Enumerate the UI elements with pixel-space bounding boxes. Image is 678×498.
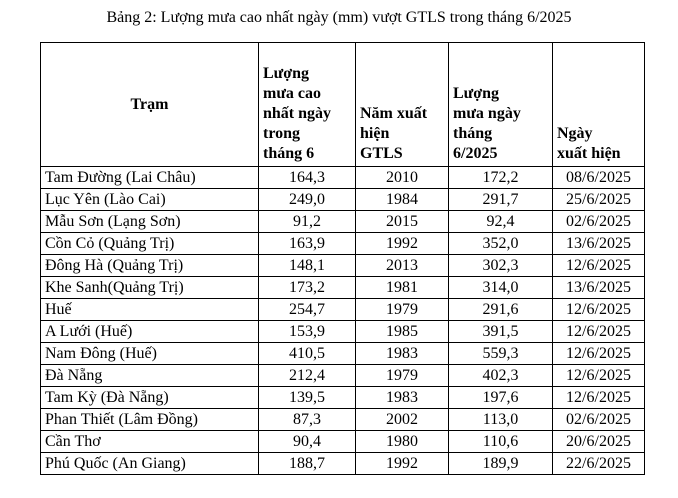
- table-row: [41, 299, 645, 321]
- cell-year: 2010: [356, 167, 449, 189]
- header-year-line-2: hiện: [360, 125, 390, 142]
- cell-date: 08/6/2025: [553, 167, 645, 189]
- cell-max-rain: 87,3: [259, 409, 356, 431]
- cell-year: 1992: [356, 453, 449, 475]
- cell-date: 20/6/2025: [553, 431, 645, 453]
- cell-june-rain: 391,5: [449, 321, 553, 343]
- cell-june-rain: 314,0: [449, 277, 553, 299]
- cell-date: 02/6/2025: [553, 211, 645, 233]
- table-row: [41, 453, 645, 475]
- cell-date: 12/6/2025: [553, 255, 645, 277]
- cell-max-rain: 91,2: [259, 211, 356, 233]
- cell-date: 25/6/2025: [553, 189, 645, 211]
- cell-june-rain: 172,2: [449, 167, 553, 189]
- cell-year: 1980: [356, 431, 449, 453]
- header-year-line-1: Năm xuất: [360, 105, 428, 122]
- table-caption: Bảng 2: Lượng mưa cao nhất ngày (mm) vượt GTLS trong tháng 6/2025: [106, 9, 572, 26]
- table-row: [41, 233, 645, 255]
- header-date-line-2: xuất hiện: [557, 145, 621, 162]
- cell-max-rain: 139,5: [259, 387, 356, 409]
- cell-station: Cồn Cỏ (Quảng Trị): [41, 233, 259, 255]
- table-row: [41, 387, 645, 409]
- cell-station: Khe Sanh(Quảng Trị): [41, 277, 259, 299]
- cell-station: Huế: [41, 299, 259, 321]
- cell-june-rain: 352,0: [449, 233, 553, 255]
- cell-year: 1984: [356, 189, 449, 211]
- cell-year: 2002: [356, 409, 449, 431]
- header-june-rain-line-1: Lượng: [453, 85, 500, 102]
- header-date-line-1: Ngày: [557, 125, 593, 142]
- table-row: [41, 431, 645, 453]
- cell-june-rain: 302,3: [449, 255, 553, 277]
- table-row: [41, 409, 645, 431]
- cell-station: Nam Đông (Huế): [41, 343, 259, 365]
- cell-june-rain: 559,3: [449, 343, 553, 365]
- cell-max-rain: 164,3: [259, 167, 356, 189]
- cell-date: 12/6/2025: [553, 387, 645, 409]
- cell-year: 1992: [356, 233, 449, 255]
- cell-max-rain: 153,9: [259, 321, 356, 343]
- header-year: [356, 43, 449, 167]
- rainfall-table: [40, 42, 645, 475]
- cell-max-rain: 148,1: [259, 255, 356, 277]
- table-row: [41, 189, 645, 211]
- table-body: [41, 167, 645, 475]
- cell-june-rain: 291,6: [449, 299, 553, 321]
- table-row: [41, 343, 645, 365]
- cell-max-rain: 410,5: [259, 343, 356, 365]
- cell-station: A Lưới (Huế): [41, 321, 259, 343]
- cell-station: Phan Thiết (Lâm Đồng): [41, 409, 259, 431]
- cell-year: 2015: [356, 211, 449, 233]
- cell-date: 12/6/2025: [553, 365, 645, 387]
- cell-date: 13/6/2025: [553, 277, 645, 299]
- cell-date: 22/6/2025: [553, 453, 645, 475]
- cell-max-rain: 254,7: [259, 299, 356, 321]
- cell-date: 13/6/2025: [553, 233, 645, 255]
- header-max-rain-line-5: tháng 6: [263, 145, 315, 162]
- cell-year: 1979: [356, 299, 449, 321]
- cell-station: Phú Quốc (An Giang): [41, 453, 259, 475]
- header-june-rain-line-2: mưa ngày: [453, 105, 521, 122]
- table-row: [41, 255, 645, 277]
- header-max-rain: [259, 43, 356, 167]
- cell-station: Đà Nẵng: [41, 365, 259, 387]
- cell-station: Cần Thơ: [41, 431, 259, 453]
- cell-year: 1985: [356, 321, 449, 343]
- header-date: [553, 43, 645, 167]
- header-max-rain-line-3: nhất ngày: [263, 105, 332, 122]
- cell-max-rain: 249,0: [259, 189, 356, 211]
- cell-max-rain: 90,4: [259, 431, 356, 453]
- cell-date: 12/6/2025: [553, 343, 645, 365]
- header-max-rain-line-4: trong: [263, 125, 301, 142]
- header-max-rain-line-2: mưa cao: [263, 85, 322, 102]
- table-row: [41, 167, 645, 189]
- cell-june-rain: 197,6: [449, 387, 553, 409]
- cell-station: Tam Đường (Lai Châu): [41, 167, 259, 189]
- cell-date: 12/6/2025: [553, 299, 645, 321]
- cell-max-rain: 163,9: [259, 233, 356, 255]
- cell-year: 2013: [356, 255, 449, 277]
- table-row: [41, 365, 645, 387]
- cell-june-rain: 92,4: [449, 211, 553, 233]
- cell-year: 1983: [356, 387, 449, 409]
- cell-year: 1983: [356, 343, 449, 365]
- header-year-line-3: GTLS: [360, 145, 403, 162]
- cell-june-rain: 291,7: [449, 189, 553, 211]
- cell-max-rain: 173,2: [259, 277, 356, 299]
- header-station: Trạm: [41, 43, 259, 167]
- cell-max-rain: 188,7: [259, 453, 356, 475]
- cell-june-rain: 402,3: [449, 365, 553, 387]
- header-june-rain-line-4: 6/2025: [453, 145, 498, 162]
- cell-max-rain: 212,4: [259, 365, 356, 387]
- header-row: [41, 43, 645, 167]
- cell-station: Đông Hà (Quảng Trị): [41, 255, 259, 277]
- cell-station: Lục Yên (Lào Cai): [41, 189, 259, 211]
- cell-june-rain: 189,9: [449, 453, 553, 475]
- cell-june-rain: 110,6: [449, 431, 553, 453]
- header-max-rain-line-1: Lượng: [263, 65, 310, 82]
- table-row: [41, 211, 645, 233]
- table-row: [41, 321, 645, 343]
- cell-date: 02/6/2025: [553, 409, 645, 431]
- cell-station: Mẫu Sơn (Lạng Sơn): [41, 211, 259, 233]
- header-june-rain-line-3: tháng: [453, 125, 493, 142]
- cell-year: 1979: [356, 365, 449, 387]
- header-june-rain: [449, 43, 553, 167]
- cell-year: 1981: [356, 277, 449, 299]
- table-row: [41, 277, 645, 299]
- cell-station: Tam Kỳ (Đà Nẵng): [41, 387, 259, 409]
- cell-date: 12/6/2025: [553, 321, 645, 343]
- cell-june-rain: 113,0: [449, 409, 553, 431]
